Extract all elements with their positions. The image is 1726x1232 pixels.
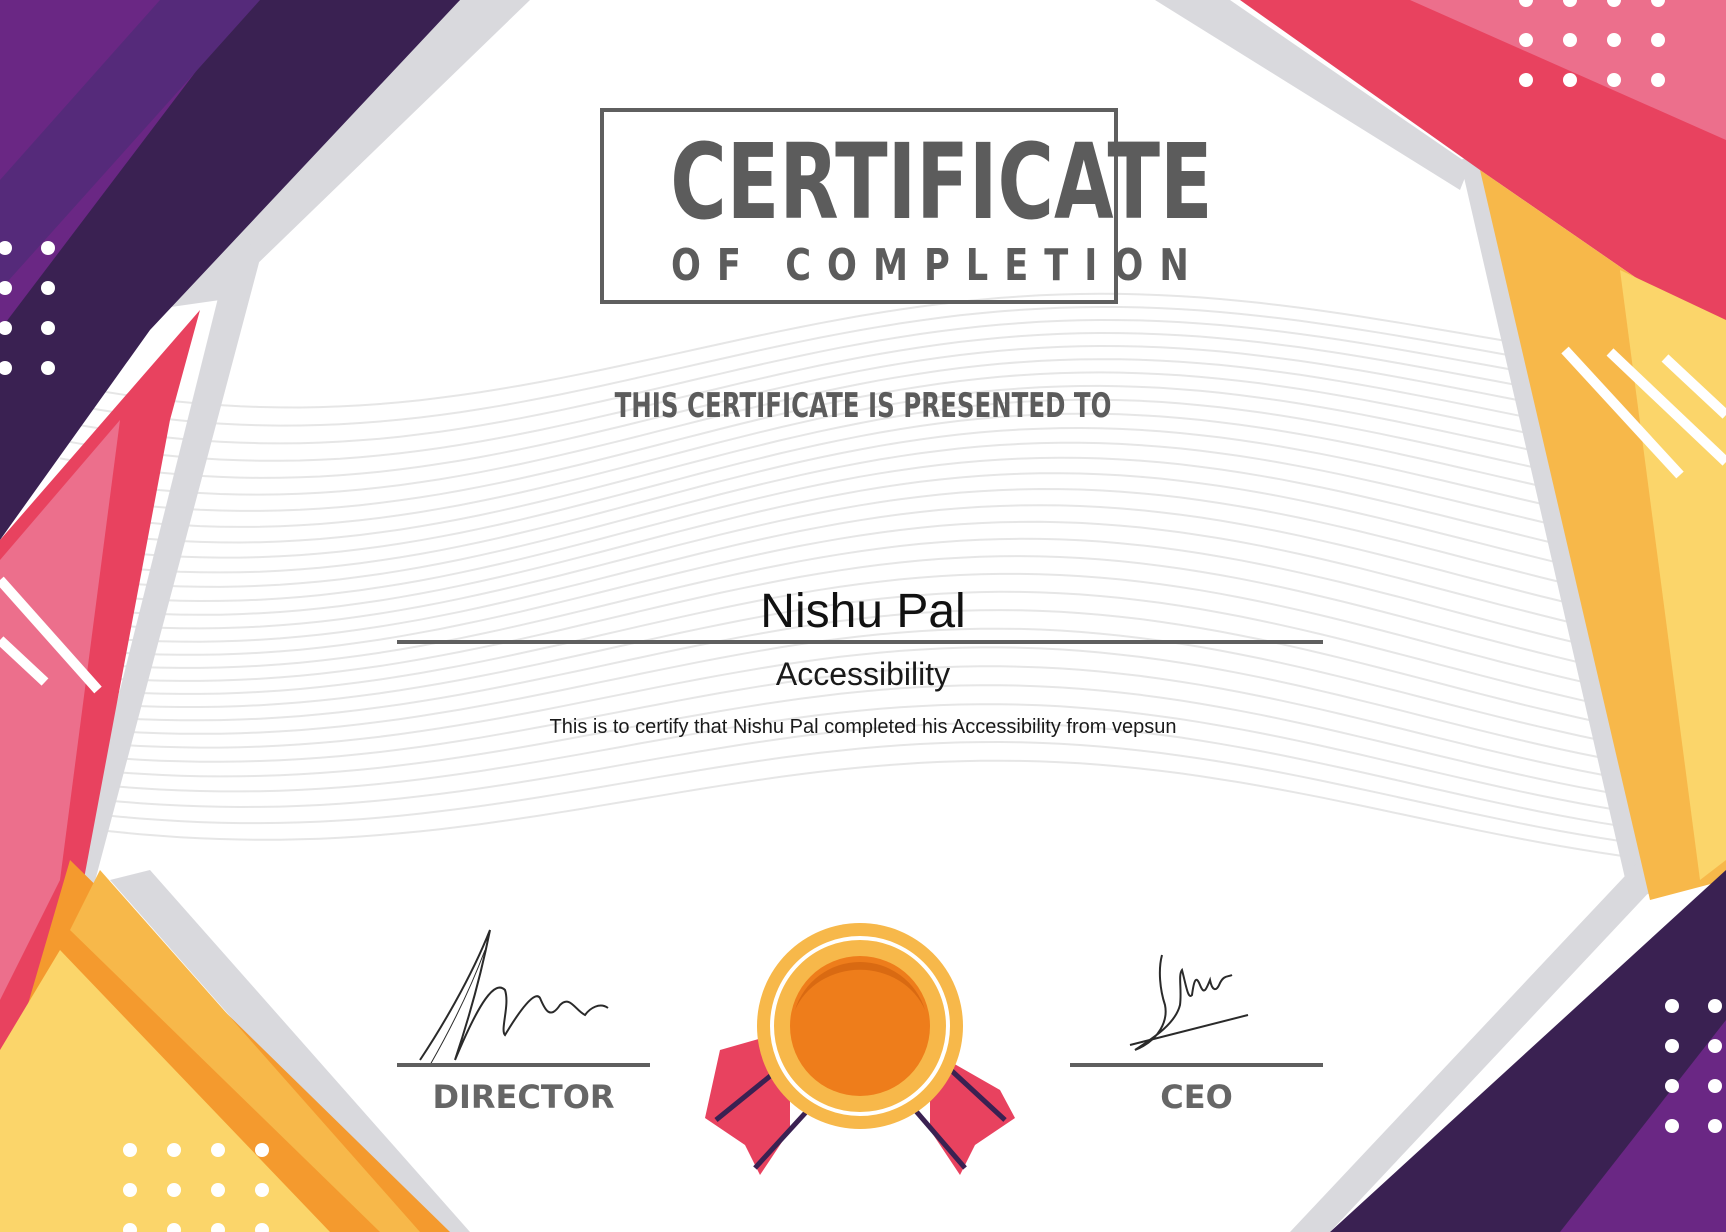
director-signature [410,920,650,1070]
decor-dot [1563,73,1577,87]
decor-dot [41,281,55,295]
decor-dot [1519,73,1533,87]
recipient-name-underline [397,640,1323,644]
decor-dot [1607,73,1621,87]
decor-dot [211,1183,225,1197]
presented-to-heading: THIS CERTIFICATE IS PRESENTED TO [614,386,1112,426]
ceo-label: CEO [1160,1078,1233,1116]
decor-dot [1651,73,1665,87]
director-label: DIRECTOR [432,1078,615,1116]
wave-line [60,458,1660,601]
decor-dot [1563,33,1577,47]
wave-line [60,742,1660,846]
medal-icon [705,923,1015,1175]
decor-dot [123,1183,137,1197]
course-name: Accessibility [775,656,951,692]
certificate-description: This is to certify that Nishu Pal completed his Accessibility from vepsun [549,716,1177,738]
decor-dot [1708,1119,1722,1133]
decor-dot [1665,999,1679,1013]
decor-dot [41,361,55,375]
decor-dot [1665,1039,1679,1053]
decor-dot [41,241,55,255]
decor-dot [41,321,55,335]
decor-dot [167,1183,181,1197]
ceo-signature-line [1070,1063,1323,1067]
decor-dot [1665,1119,1679,1133]
decor-dot [211,1143,225,1157]
decor-dot [167,1143,181,1157]
ceo-signature [1120,945,1260,1060]
wave-line [60,761,1660,861]
decor-dot [1708,1079,1722,1093]
director-signature-line [397,1063,650,1067]
decor-dot [1607,33,1621,47]
decor-dot [255,1183,269,1197]
certificate-title: CERTIFICATE [670,121,1213,243]
wave-pattern [60,294,1660,861]
certificate-subtitle: OF COMPLETION [671,240,1205,291]
decor-dot [1665,1079,1679,1093]
decor-dot [1519,33,1533,47]
certificate-title-frame [600,108,1213,304]
decor-dot [1708,1039,1722,1053]
decor-dot [123,1143,137,1157]
decor-dot [1651,33,1665,47]
decor-dot [1708,999,1722,1013]
wave-line [60,723,1660,831]
recipient-name: Nishu Pal [760,585,966,638]
decor-dot [255,1143,269,1157]
